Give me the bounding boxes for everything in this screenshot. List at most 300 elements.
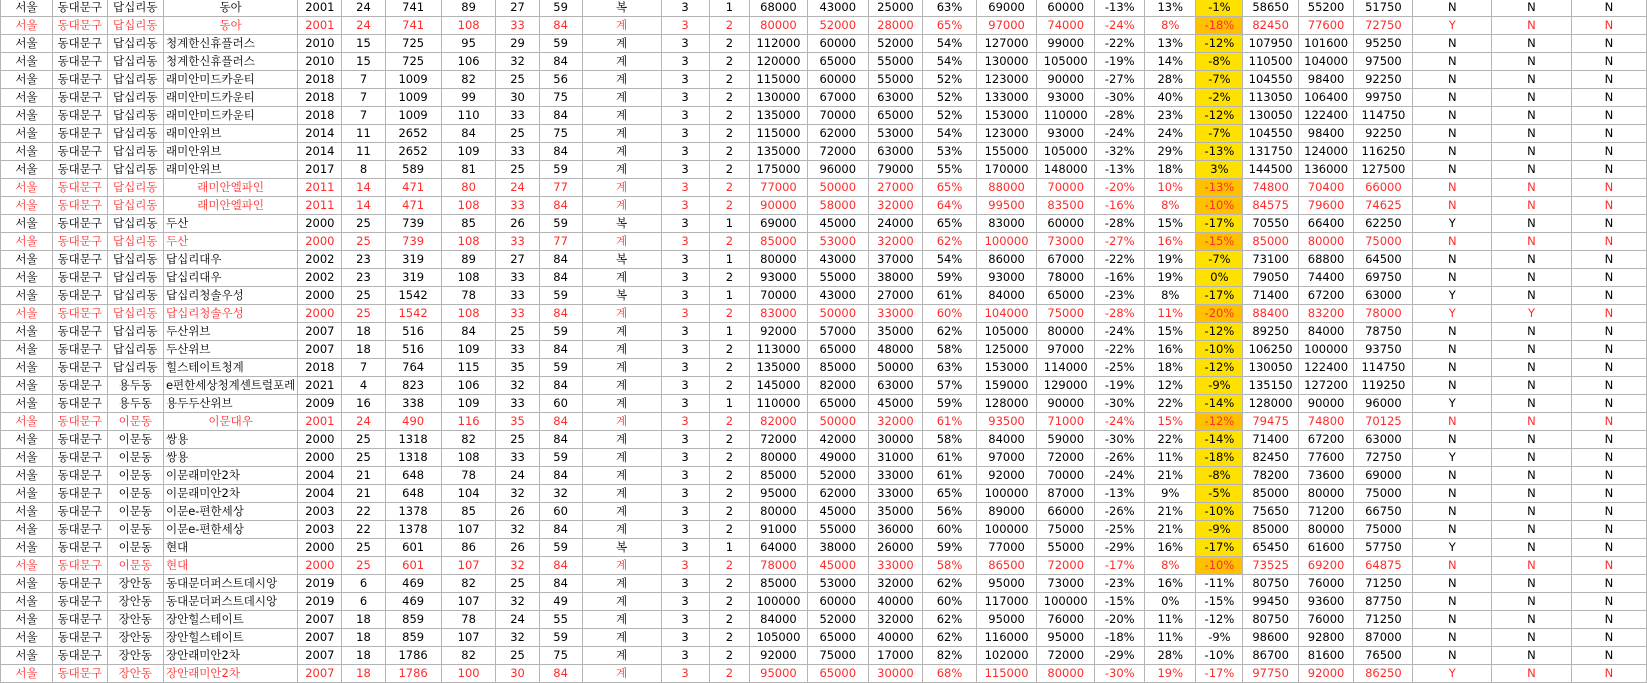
cell-complex[interactable]: 래미안위브 <box>163 125 297 143</box>
cell-area[interactable]: 107 <box>441 557 496 575</box>
cell-price_e[interactable]: 60000 <box>1037 0 1095 17</box>
cell-complex[interactable]: 래미안미드카운티 <box>163 107 297 125</box>
cell-dong[interactable]: 답십리동 <box>107 215 163 233</box>
cell-area2[interactable]: 24 <box>496 611 539 629</box>
cell-f1[interactable]: N <box>1413 557 1492 575</box>
cell-district[interactable]: 동대문구 <box>52 629 107 647</box>
cell-area3[interactable]: 59 <box>539 323 582 341</box>
cell-type[interactable]: 계 <box>582 143 661 161</box>
cell-age[interactable]: 21 <box>342 485 385 503</box>
cell-chg3[interactable]: 0% <box>1196 269 1243 287</box>
cell-type[interactable]: 계 <box>582 89 661 107</box>
cell-price_e[interactable]: 71000 <box>1037 413 1095 431</box>
cell-ratio1[interactable]: 57% <box>922 377 976 395</box>
cell-district[interactable]: 동대문구 <box>52 143 107 161</box>
cell-age[interactable]: 6 <box>342 575 385 593</box>
cell-city[interactable]: 서울 <box>1 593 53 611</box>
cell-v1[interactable]: 107950 <box>1243 35 1298 53</box>
cell-price_d[interactable]: 115000 <box>977 665 1037 683</box>
cell-dong[interactable]: 답십리동 <box>107 179 163 197</box>
cell-f2[interactable]: Y <box>1492 305 1572 323</box>
cell-price_a[interactable]: 92000 <box>750 647 807 665</box>
cell-price_a[interactable]: 82000 <box>750 413 807 431</box>
cell-v1[interactable]: 135150 <box>1243 377 1298 395</box>
cell-chg2[interactable]: 11% <box>1145 305 1196 323</box>
cell-district[interactable]: 동대문구 <box>52 431 107 449</box>
cell-v1[interactable]: 144500 <box>1243 161 1298 179</box>
cell-price_d[interactable]: 93500 <box>977 413 1037 431</box>
cell-area3[interactable]: 84 <box>539 53 582 71</box>
cell-v2[interactable]: 67200 <box>1298 287 1353 305</box>
cell-city[interactable]: 서울 <box>1 647 53 665</box>
cell-chg1[interactable]: -20% <box>1095 179 1145 197</box>
cell-v2[interactable]: 66400 <box>1298 215 1353 233</box>
cell-district[interactable]: 동대문구 <box>52 125 107 143</box>
cell-chg2[interactable]: 15% <box>1145 215 1196 233</box>
cell-f2[interactable]: N <box>1492 287 1572 305</box>
cell-district[interactable]: 동대문구 <box>52 17 107 35</box>
cell-price_c[interactable]: 32000 <box>868 575 922 593</box>
cell-area[interactable]: 81 <box>441 161 496 179</box>
cell-rooms[interactable]: 3 <box>661 503 709 521</box>
cell-chg3[interactable]: -14% <box>1196 431 1243 449</box>
cell-city[interactable]: 서울 <box>1 485 53 503</box>
cell-f3[interactable]: N <box>1571 539 1646 557</box>
cell-ratio1[interactable]: 55% <box>922 161 976 179</box>
cell-units[interactable]: 648 <box>385 467 441 485</box>
cell-city[interactable]: 서울 <box>1 359 53 377</box>
cell-baths[interactable]: 2 <box>709 521 750 539</box>
cell-ratio1[interactable]: 58% <box>922 341 976 359</box>
cell-ratio1[interactable]: 58% <box>922 557 976 575</box>
cell-price_d[interactable]: 99500 <box>977 197 1037 215</box>
cell-price_b[interactable]: 65000 <box>807 341 868 359</box>
cell-v1[interactable]: 88400 <box>1243 305 1298 323</box>
cell-f1[interactable]: Y <box>1413 449 1492 467</box>
cell-area[interactable]: 109 <box>441 395 496 413</box>
cell-area3[interactable]: 75 <box>539 125 582 143</box>
cell-chg3[interactable]: -9% <box>1196 521 1243 539</box>
cell-complex[interactable]: 두산 <box>163 233 297 251</box>
cell-age[interactable]: 21 <box>342 467 385 485</box>
cell-type[interactable]: 계 <box>582 503 661 521</box>
cell-rooms[interactable]: 3 <box>661 287 709 305</box>
cell-area[interactable]: 95 <box>441 35 496 53</box>
cell-v3[interactable]: 92250 <box>1354 71 1413 89</box>
cell-ratio1[interactable]: 65% <box>922 215 976 233</box>
cell-dong[interactable]: 장안동 <box>107 665 163 683</box>
cell-type[interactable]: 계 <box>582 35 661 53</box>
cell-area3[interactable]: 59 <box>539 539 582 557</box>
cell-price_b[interactable]: 52000 <box>807 467 868 485</box>
cell-chg2[interactable]: 11% <box>1145 449 1196 467</box>
cell-v1[interactable]: 79475 <box>1243 413 1298 431</box>
cell-rooms[interactable]: 3 <box>661 107 709 125</box>
cell-price_a[interactable]: 115000 <box>750 71 807 89</box>
cell-chg1[interactable]: -26% <box>1095 449 1145 467</box>
cell-price_d[interactable]: 153000 <box>977 107 1037 125</box>
cell-age[interactable]: 25 <box>342 431 385 449</box>
cell-v1[interactable]: 128000 <box>1243 395 1298 413</box>
cell-price_e[interactable]: 59000 <box>1037 431 1095 449</box>
cell-district[interactable]: 동대문구 <box>52 197 107 215</box>
cell-rooms[interactable]: 3 <box>661 647 709 665</box>
cell-baths[interactable]: 2 <box>709 431 750 449</box>
cell-chg1[interactable]: -29% <box>1095 647 1145 665</box>
cell-complex[interactable]: 동아 <box>163 0 297 17</box>
cell-area[interactable]: 86 <box>441 539 496 557</box>
cell-chg3[interactable]: 3% <box>1196 161 1243 179</box>
cell-year[interactable]: 2019 <box>298 575 342 593</box>
cell-price_e[interactable]: 73000 <box>1037 575 1095 593</box>
cell-chg3[interactable]: -7% <box>1196 71 1243 89</box>
cell-ratio1[interactable]: 52% <box>922 71 976 89</box>
cell-price_c[interactable]: 36000 <box>868 521 922 539</box>
cell-year[interactable]: 2000 <box>298 431 342 449</box>
cell-area3[interactable]: 59 <box>539 359 582 377</box>
cell-v3[interactable]: 87000 <box>1354 629 1413 647</box>
cell-ratio1[interactable]: 53% <box>922 143 976 161</box>
cell-area3[interactable]: 75 <box>539 89 582 107</box>
cell-f3[interactable]: N <box>1571 647 1646 665</box>
cell-rooms[interactable]: 3 <box>661 539 709 557</box>
cell-price_d[interactable]: 69000 <box>977 0 1037 17</box>
cell-v2[interactable]: 104000 <box>1298 53 1353 71</box>
cell-price_e[interactable]: 78000 <box>1037 269 1095 287</box>
cell-v1[interactable]: 79050 <box>1243 269 1298 287</box>
cell-chg3[interactable]: -5% <box>1196 485 1243 503</box>
cell-price_d[interactable]: 86000 <box>977 251 1037 269</box>
cell-price_b[interactable]: 65000 <box>807 629 868 647</box>
cell-area2[interactable]: 33 <box>496 197 539 215</box>
cell-area[interactable]: 78 <box>441 467 496 485</box>
cell-area[interactable]: 84 <box>441 323 496 341</box>
cell-area2[interactable]: 26 <box>496 539 539 557</box>
cell-area3[interactable]: 77 <box>539 179 582 197</box>
cell-baths[interactable]: 1 <box>709 395 750 413</box>
cell-type[interactable]: 계 <box>582 395 661 413</box>
cell-district[interactable]: 동대문구 <box>52 377 107 395</box>
cell-type[interactable]: 계 <box>582 161 661 179</box>
cell-f3[interactable]: N <box>1571 71 1646 89</box>
cell-type[interactable]: 계 <box>582 233 661 251</box>
cell-units[interactable]: 1009 <box>385 107 441 125</box>
cell-v2[interactable]: 127200 <box>1298 377 1353 395</box>
cell-chg2[interactable]: 10% <box>1145 179 1196 197</box>
cell-baths[interactable]: 2 <box>709 629 750 647</box>
cell-city[interactable]: 서울 <box>1 161 53 179</box>
cell-price_c[interactable]: 40000 <box>868 593 922 611</box>
cell-rooms[interactable]: 3 <box>661 431 709 449</box>
cell-price_d[interactable]: 117000 <box>977 593 1037 611</box>
cell-chg2[interactable]: 28% <box>1145 71 1196 89</box>
cell-v2[interactable]: 73600 <box>1298 467 1353 485</box>
cell-city[interactable]: 서울 <box>1 611 53 629</box>
cell-area2[interactable]: 26 <box>496 503 539 521</box>
cell-dong[interactable]: 이문동 <box>107 413 163 431</box>
cell-complex[interactable]: 답십리청솔우성 <box>163 305 297 323</box>
cell-f2[interactable]: N <box>1492 53 1572 71</box>
cell-f2[interactable]: N <box>1492 215 1572 233</box>
cell-chg1[interactable]: -24% <box>1095 413 1145 431</box>
cell-district[interactable]: 동대문구 <box>52 0 107 17</box>
cell-dong[interactable]: 이문동 <box>107 431 163 449</box>
cell-area[interactable]: 82 <box>441 71 496 89</box>
cell-price_b[interactable]: 43000 <box>807 287 868 305</box>
cell-f1[interactable]: Y <box>1413 539 1492 557</box>
cell-type[interactable]: 계 <box>582 323 661 341</box>
cell-price_e[interactable]: 99000 <box>1037 35 1095 53</box>
cell-rooms[interactable]: 3 <box>661 35 709 53</box>
cell-ratio1[interactable]: 62% <box>922 233 976 251</box>
cell-f1[interactable]: Y <box>1413 287 1492 305</box>
cell-f2[interactable]: N <box>1492 395 1572 413</box>
cell-f3[interactable]: N <box>1571 377 1646 395</box>
cell-price_b[interactable]: 96000 <box>807 161 868 179</box>
cell-price_b[interactable]: 53000 <box>807 233 868 251</box>
cell-chg2[interactable]: 16% <box>1145 341 1196 359</box>
cell-chg1[interactable]: -22% <box>1095 341 1145 359</box>
cell-v3[interactable]: 96000 <box>1354 395 1413 413</box>
cell-complex[interactable]: 동대문더퍼스트데시앙 <box>163 593 297 611</box>
cell-area[interactable]: 78 <box>441 611 496 629</box>
cell-chg3[interactable]: -17% <box>1196 215 1243 233</box>
cell-area3[interactable]: 84 <box>539 377 582 395</box>
cell-v2[interactable]: 84000 <box>1298 323 1353 341</box>
cell-chg1[interactable]: -24% <box>1095 17 1145 35</box>
cell-v2[interactable]: 100000 <box>1298 341 1353 359</box>
cell-city[interactable]: 서울 <box>1 503 53 521</box>
cell-v3[interactable]: 87750 <box>1354 593 1413 611</box>
cell-age[interactable]: 24 <box>342 0 385 17</box>
cell-price_a[interactable]: 112000 <box>750 35 807 53</box>
cell-v2[interactable]: 76000 <box>1298 611 1353 629</box>
cell-chg1[interactable]: -27% <box>1095 71 1145 89</box>
cell-city[interactable]: 서울 <box>1 413 53 431</box>
cell-f2[interactable]: N <box>1492 629 1572 647</box>
cell-v2[interactable]: 106400 <box>1298 89 1353 107</box>
cell-price_a[interactable]: 80000 <box>750 503 807 521</box>
cell-price_c[interactable]: 27000 <box>868 179 922 197</box>
cell-baths[interactable]: 2 <box>709 377 750 395</box>
cell-price_c[interactable]: 55000 <box>868 71 922 89</box>
cell-baths[interactable]: 1 <box>709 323 750 341</box>
cell-city[interactable]: 서울 <box>1 395 53 413</box>
cell-v3[interactable]: 71250 <box>1354 575 1413 593</box>
cell-v3[interactable]: 62250 <box>1354 215 1413 233</box>
cell-district[interactable]: 동대문구 <box>52 53 107 71</box>
cell-f2[interactable]: N <box>1492 377 1572 395</box>
cell-price_d[interactable]: 86500 <box>977 557 1037 575</box>
cell-complex[interactable]: 힐스테이트청계 <box>163 359 297 377</box>
cell-price_c[interactable]: 33000 <box>868 557 922 575</box>
cell-age[interactable]: 22 <box>342 521 385 539</box>
cell-price_c[interactable]: 38000 <box>868 269 922 287</box>
cell-year[interactable]: 2007 <box>298 647 342 665</box>
cell-chg2[interactable]: 8% <box>1145 197 1196 215</box>
cell-year[interactable]: 2004 <box>298 485 342 503</box>
cell-year[interactable]: 2010 <box>298 35 342 53</box>
cell-city[interactable]: 서울 <box>1 539 53 557</box>
cell-price_c[interactable]: 50000 <box>868 359 922 377</box>
cell-f1[interactable]: N <box>1413 161 1492 179</box>
cell-v3[interactable]: 70125 <box>1354 413 1413 431</box>
cell-area2[interactable]: 33 <box>496 143 539 161</box>
cell-f3[interactable]: N <box>1571 251 1646 269</box>
cell-baths[interactable]: 2 <box>709 305 750 323</box>
cell-price_d[interactable]: 83000 <box>977 215 1037 233</box>
cell-price_b[interactable]: 55000 <box>807 521 868 539</box>
cell-v3[interactable]: 71250 <box>1354 611 1413 629</box>
cell-chg3[interactable]: -12% <box>1196 323 1243 341</box>
cell-year[interactable]: 2017 <box>298 161 342 179</box>
cell-v3[interactable]: 64500 <box>1354 251 1413 269</box>
cell-price_c[interactable]: 30000 <box>868 431 922 449</box>
cell-units[interactable]: 739 <box>385 233 441 251</box>
cell-v2[interactable]: 122400 <box>1298 107 1353 125</box>
cell-area2[interactable]: 32 <box>496 557 539 575</box>
cell-price_d[interactable]: 102000 <box>977 647 1037 665</box>
cell-v3[interactable]: 75000 <box>1354 233 1413 251</box>
cell-price_e[interactable]: 105000 <box>1037 53 1095 71</box>
cell-city[interactable]: 서울 <box>1 251 53 269</box>
cell-price_c[interactable]: 35000 <box>868 323 922 341</box>
cell-area2[interactable]: 30 <box>496 665 539 683</box>
cell-price_c[interactable]: 79000 <box>868 161 922 179</box>
cell-area2[interactable]: 29 <box>496 35 539 53</box>
cell-area3[interactable]: 84 <box>539 17 582 35</box>
cell-price_b[interactable]: 50000 <box>807 413 868 431</box>
cell-rooms[interactable]: 3 <box>661 215 709 233</box>
cell-chg1[interactable]: -29% <box>1095 539 1145 557</box>
cell-complex[interactable]: 장안래미안2차 <box>163 665 297 683</box>
cell-type[interactable]: 계 <box>582 17 661 35</box>
cell-chg1[interactable]: -28% <box>1095 107 1145 125</box>
cell-v1[interactable]: 80750 <box>1243 611 1298 629</box>
cell-complex[interactable]: 현대 <box>163 557 297 575</box>
cell-chg2[interactable]: 28% <box>1145 647 1196 665</box>
cell-type[interactable]: 계 <box>582 179 661 197</box>
cell-chg3[interactable]: -7% <box>1196 251 1243 269</box>
cell-rooms[interactable]: 3 <box>661 467 709 485</box>
cell-v1[interactable]: 70550 <box>1243 215 1298 233</box>
cell-city[interactable]: 서울 <box>1 17 53 35</box>
cell-city[interactable]: 서울 <box>1 71 53 89</box>
cell-price_b[interactable]: 52000 <box>807 17 868 35</box>
cell-area2[interactable]: 25 <box>496 647 539 665</box>
cell-price_e[interactable]: 60000 <box>1037 215 1095 233</box>
cell-area3[interactable]: 84 <box>539 251 582 269</box>
cell-v2[interactable]: 101600 <box>1298 35 1353 53</box>
cell-price_b[interactable]: 45000 <box>807 557 868 575</box>
cell-area2[interactable]: 33 <box>496 305 539 323</box>
cell-age[interactable]: 11 <box>342 143 385 161</box>
cell-ratio1[interactable]: 59% <box>922 269 976 287</box>
cell-baths[interactable]: 2 <box>709 665 750 683</box>
cell-complex[interactable]: 답십리대우 <box>163 251 297 269</box>
cell-v2[interactable]: 74400 <box>1298 269 1353 287</box>
cell-f1[interactable]: Y <box>1413 665 1492 683</box>
cell-price_c[interactable]: 28000 <box>868 17 922 35</box>
cell-v3[interactable]: 93750 <box>1354 341 1413 359</box>
cell-price_e[interactable]: 75000 <box>1037 521 1095 539</box>
cell-f1[interactable]: N <box>1413 323 1492 341</box>
cell-chg1[interactable]: -13% <box>1095 485 1145 503</box>
cell-chg2[interactable]: 15% <box>1145 323 1196 341</box>
cell-price_d[interactable]: 84000 <box>977 431 1037 449</box>
cell-age[interactable]: 25 <box>342 557 385 575</box>
cell-district[interactable]: 동대문구 <box>52 305 107 323</box>
cell-type[interactable]: 계 <box>582 665 661 683</box>
cell-year[interactable]: 2000 <box>298 449 342 467</box>
cell-f1[interactable]: N <box>1413 233 1492 251</box>
cell-price_c[interactable]: 26000 <box>868 539 922 557</box>
cell-ratio1[interactable]: 54% <box>922 53 976 71</box>
cell-dong[interactable]: 이문동 <box>107 485 163 503</box>
cell-age[interactable]: 18 <box>342 665 385 683</box>
cell-complex[interactable]: 장안힐스테이트 <box>163 629 297 647</box>
cell-price_e[interactable]: 97000 <box>1037 341 1095 359</box>
cell-f3[interactable]: N <box>1571 323 1646 341</box>
cell-complex[interactable]: 동아 <box>163 17 297 35</box>
cell-city[interactable]: 서울 <box>1 53 53 71</box>
cell-complex[interactable]: 두산위브 <box>163 323 297 341</box>
cell-f2[interactable]: N <box>1492 35 1572 53</box>
cell-price_e[interactable]: 66000 <box>1037 503 1095 521</box>
cell-dong[interactable]: 장안동 <box>107 629 163 647</box>
cell-v1[interactable]: 82450 <box>1243 449 1298 467</box>
cell-type[interactable]: 복 <box>582 287 661 305</box>
cell-v3[interactable]: 86250 <box>1354 665 1413 683</box>
cell-dong[interactable]: 답십리동 <box>107 197 163 215</box>
cell-price_b[interactable]: 55000 <box>807 269 868 287</box>
cell-chg1[interactable]: -13% <box>1095 161 1145 179</box>
cell-district[interactable]: 동대문구 <box>52 485 107 503</box>
cell-v2[interactable]: 61600 <box>1298 539 1353 557</box>
cell-v2[interactable]: 80000 <box>1298 485 1353 503</box>
cell-area[interactable]: 108 <box>441 269 496 287</box>
cell-type[interactable]: 계 <box>582 629 661 647</box>
cell-v2[interactable]: 67200 <box>1298 431 1353 449</box>
cell-age[interactable]: 18 <box>342 611 385 629</box>
cell-v1[interactable]: 65450 <box>1243 539 1298 557</box>
cell-price_d[interactable]: 170000 <box>977 161 1037 179</box>
cell-dong[interactable]: 답십리동 <box>107 305 163 323</box>
cell-area[interactable]: 116 <box>441 413 496 431</box>
cell-f3[interactable]: N <box>1571 269 1646 287</box>
cell-dong[interactable]: 답십리동 <box>107 125 163 143</box>
cell-v2[interactable]: 69200 <box>1298 557 1353 575</box>
cell-area3[interactable]: 84 <box>539 341 582 359</box>
cell-type[interactable]: 계 <box>582 197 661 215</box>
cell-v2[interactable]: 83200 <box>1298 305 1353 323</box>
cell-area3[interactable]: 84 <box>539 413 582 431</box>
cell-f3[interactable]: N <box>1571 215 1646 233</box>
cell-f3[interactable]: N <box>1571 125 1646 143</box>
cell-chg2[interactable]: 19% <box>1145 251 1196 269</box>
cell-area2[interactable]: 35 <box>496 413 539 431</box>
cell-f2[interactable]: N <box>1492 521 1572 539</box>
cell-area2[interactable]: 32 <box>496 629 539 647</box>
cell-price_e[interactable]: 70000 <box>1037 467 1095 485</box>
cell-f2[interactable]: N <box>1492 431 1572 449</box>
cell-area3[interactable]: 84 <box>539 467 582 485</box>
cell-year[interactable]: 2014 <box>298 125 342 143</box>
cell-f3[interactable]: N <box>1571 395 1646 413</box>
cell-f2[interactable]: N <box>1492 665 1572 683</box>
cell-chg3[interactable]: -17% <box>1196 665 1243 683</box>
cell-district[interactable]: 동대문구 <box>52 593 107 611</box>
